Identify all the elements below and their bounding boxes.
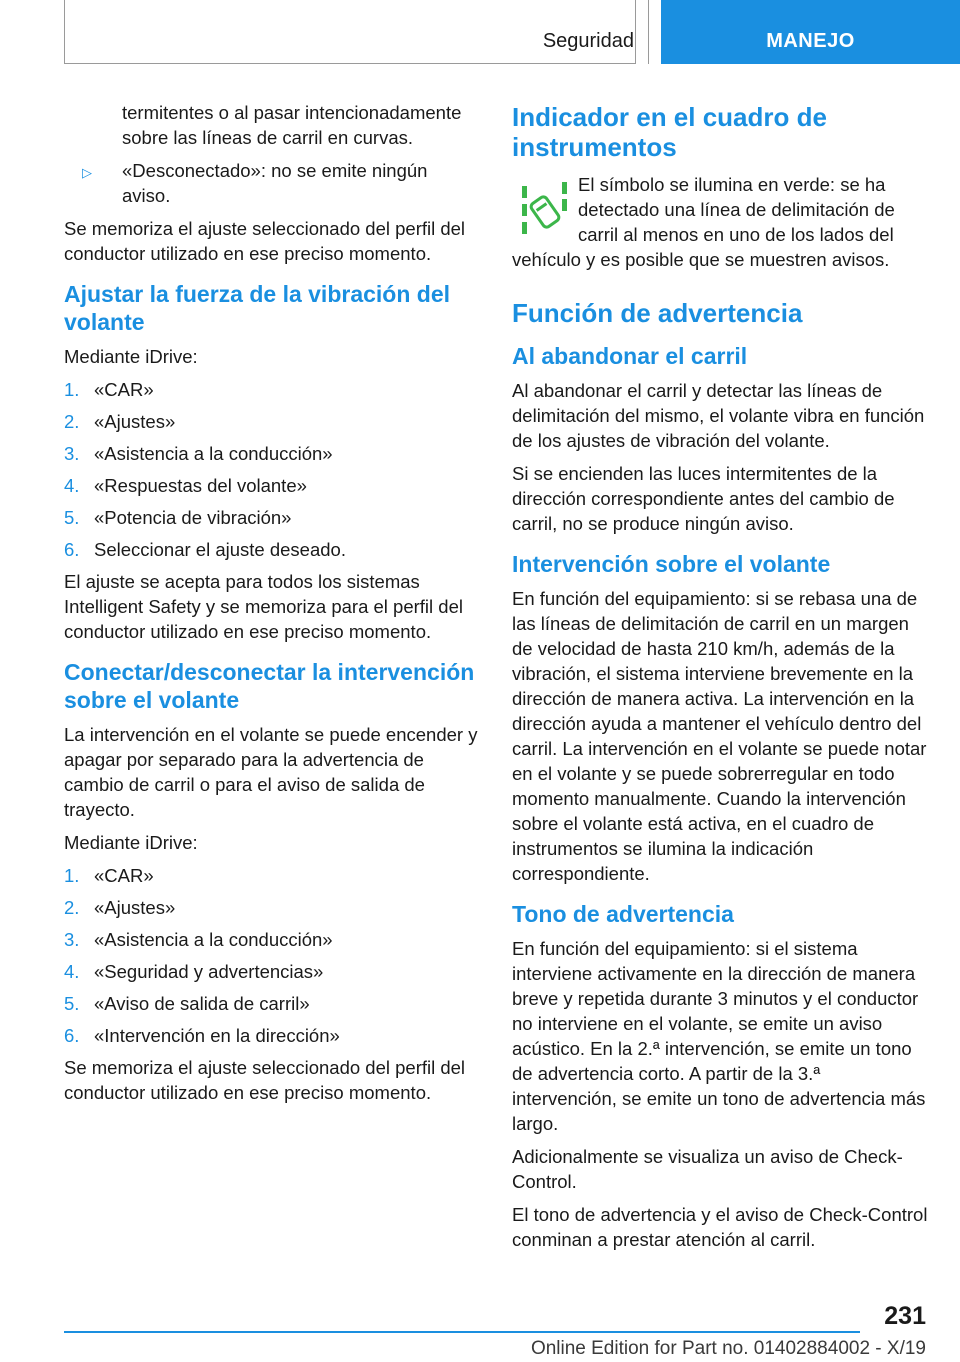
step-text: «Respuestas del volante»: [94, 475, 307, 496]
step-number: 3.: [64, 929, 80, 950]
heading-leaving-lane: Al abandonar el carril: [512, 343, 748, 369]
paragraph: En función del equipamiento: si se rebasa una de las líneas de delimitación de carril en un margen de velocidad de hasta 210 km/h, además de la vibración, el sistema interviene brevemente en la dirección de manera activa. La intervención en la dirección ayuda a mantener el vehículo dentro del carril. La intervención en el volante se puede notar en el volante y se puede sobrerregular en todo momento manualmente. Cuando la intervención sobre el volante está activa, en el cuadro de instrumentos se ilumina la indicación correspondiente.: [512, 588, 927, 884]
page-number: 231: [884, 1302, 926, 1330]
list-item: [64, 959, 478, 984]
list-item: [64, 158, 478, 208]
step-number: 2.: [64, 411, 80, 432]
idrive-label: Mediante iDrive:: [64, 346, 198, 367]
step-text: «Seguridad y advertencias»: [94, 961, 324, 982]
indicator-block: [512, 172, 928, 280]
footer-rule: [64, 1331, 860, 1333]
right-column: [512, 100, 928, 1260]
bullet-text: «Desconectado»: no se emite ningún aviso.: [122, 160, 428, 206]
step-text: «Ajustes»: [94, 411, 176, 432]
paragraph: Se memoriza el ajuste seleccionado del perfil del conductor utilizado en ese preciso momento.: [64, 1057, 466, 1103]
step-text: «Potencia de vibración»: [94, 507, 292, 528]
list-item: [64, 863, 478, 888]
heading-vibration: Ajustar la fuerza de la vibración del volante: [64, 281, 451, 335]
step-number: 5.: [64, 993, 80, 1014]
step-number: 4.: [64, 961, 80, 982]
paragraph: Adicionalmente se visualiza un aviso de Check-Control.: [512, 1146, 903, 1192]
lane-keeping-icon: [512, 172, 578, 244]
heading-connect: Conectar/desconectar la intervención sobre el volante: [64, 659, 475, 713]
step-number: 5.: [64, 507, 80, 528]
steps-list-connect: [64, 863, 478, 1048]
step-text: Seleccionar el ajuste deseado.: [94, 539, 346, 560]
list-item: [64, 991, 478, 1016]
step-text: «Asistencia a la conducción»: [94, 929, 333, 950]
step-number: 1.: [64, 865, 80, 886]
step-number: 2.: [64, 897, 80, 918]
step-number: 6.: [64, 1025, 80, 1046]
heading-warning-tone: Tono de advertencia: [512, 901, 734, 927]
list-item: [64, 927, 478, 952]
heading-warning-function: Función de advertencia: [512, 298, 803, 328]
list-item: [64, 895, 478, 920]
list-item: [64, 1023, 478, 1048]
left-column: [64, 100, 478, 1113]
list-item: [64, 505, 478, 530]
step-text: «CAR»: [94, 379, 154, 400]
header-chapter-tab[interactable]: [661, 0, 960, 64]
step-number: 4.: [64, 475, 80, 496]
list-item: [64, 409, 478, 434]
indicator-description: El símbolo se ilumina en verde: se ha detectado una línea de delimitación de carril al menos en uno de los lados del vehículo y es posible que se muestren avisos.: [512, 174, 895, 270]
step-text: «Ajustes»: [94, 897, 176, 918]
step-number: 3.: [64, 443, 80, 464]
paragraph: Si se encienden las luces intermitentes de la dirección correspondiente antes del cambio de carril, no se produce ningún aviso.: [512, 463, 895, 534]
step-number: 6.: [64, 539, 80, 560]
step-text: «Intervención en la dirección»: [94, 1025, 340, 1046]
steps-list-vibration: [64, 377, 478, 562]
paragraph: En función del equipamiento: si el sistema interviene activamente en la dirección de manera breve y repetida durante 3 minutos y el conductor no interviene en el volante, se emite un aviso acústico. En la 2.ª intervención, se emite un tono de advertencia corto. A partir de la 3.ª intervención, se emite un tono de advertencia más largo.: [512, 938, 926, 1134]
header-divider: [648, 0, 649, 64]
paragraph: La intervención en el volante se puede encender y apagar por separado para la advertencia de cambio de carril o para el aviso de salida de trayecto.: [64, 724, 478, 820]
triangle-bullet-icon: ▷: [82, 165, 92, 180]
heading-steering-intervention: Intervención sobre el volante: [512, 551, 831, 577]
paragraph: El tono de advertencia y el aviso de Check-Control conminan a prestar atención al carril.: [512, 1204, 928, 1250]
footer-edition: Online Edition for Part no. 01402884002 - X/19: [530, 1338, 926, 1359]
paragraph: El ajuste se acepta para todos los sistemas Intelligent Safety y se memoriza para el perfil del conductor utilizado en ese preciso momento.: [64, 571, 463, 642]
step-text: «Aviso de salida de carril»: [94, 993, 310, 1014]
idrive-label: Mediante iDrive:: [64, 832, 198, 853]
list-item: [64, 377, 478, 402]
continued-text: termitentes o al pasar intencionadamente sobre las líneas de carril en curvas.: [122, 102, 462, 148]
header-section-title: Seguridad: [542, 30, 634, 52]
list-item: [64, 473, 478, 498]
header-chapter-label: MANEJO: [766, 30, 855, 52]
step-text: «CAR»: [94, 865, 154, 886]
list-item: [64, 441, 478, 466]
heading-indicator: Indicador en el cuadro de instrumentos: [512, 102, 827, 162]
paragraph: Se memoriza el ajuste seleccionado del perfil del conductor utilizado en ese preciso momento.: [64, 218, 466, 264]
step-text: «Asistencia a la conducción»: [94, 443, 333, 464]
list-item: [64, 537, 478, 562]
step-number: 1.: [64, 379, 80, 400]
paragraph: Al abandonar el carril y detectar las líneas de delimitación del mismo, el volante vibra en función de los ajustes de vibración del volante.: [512, 380, 925, 451]
